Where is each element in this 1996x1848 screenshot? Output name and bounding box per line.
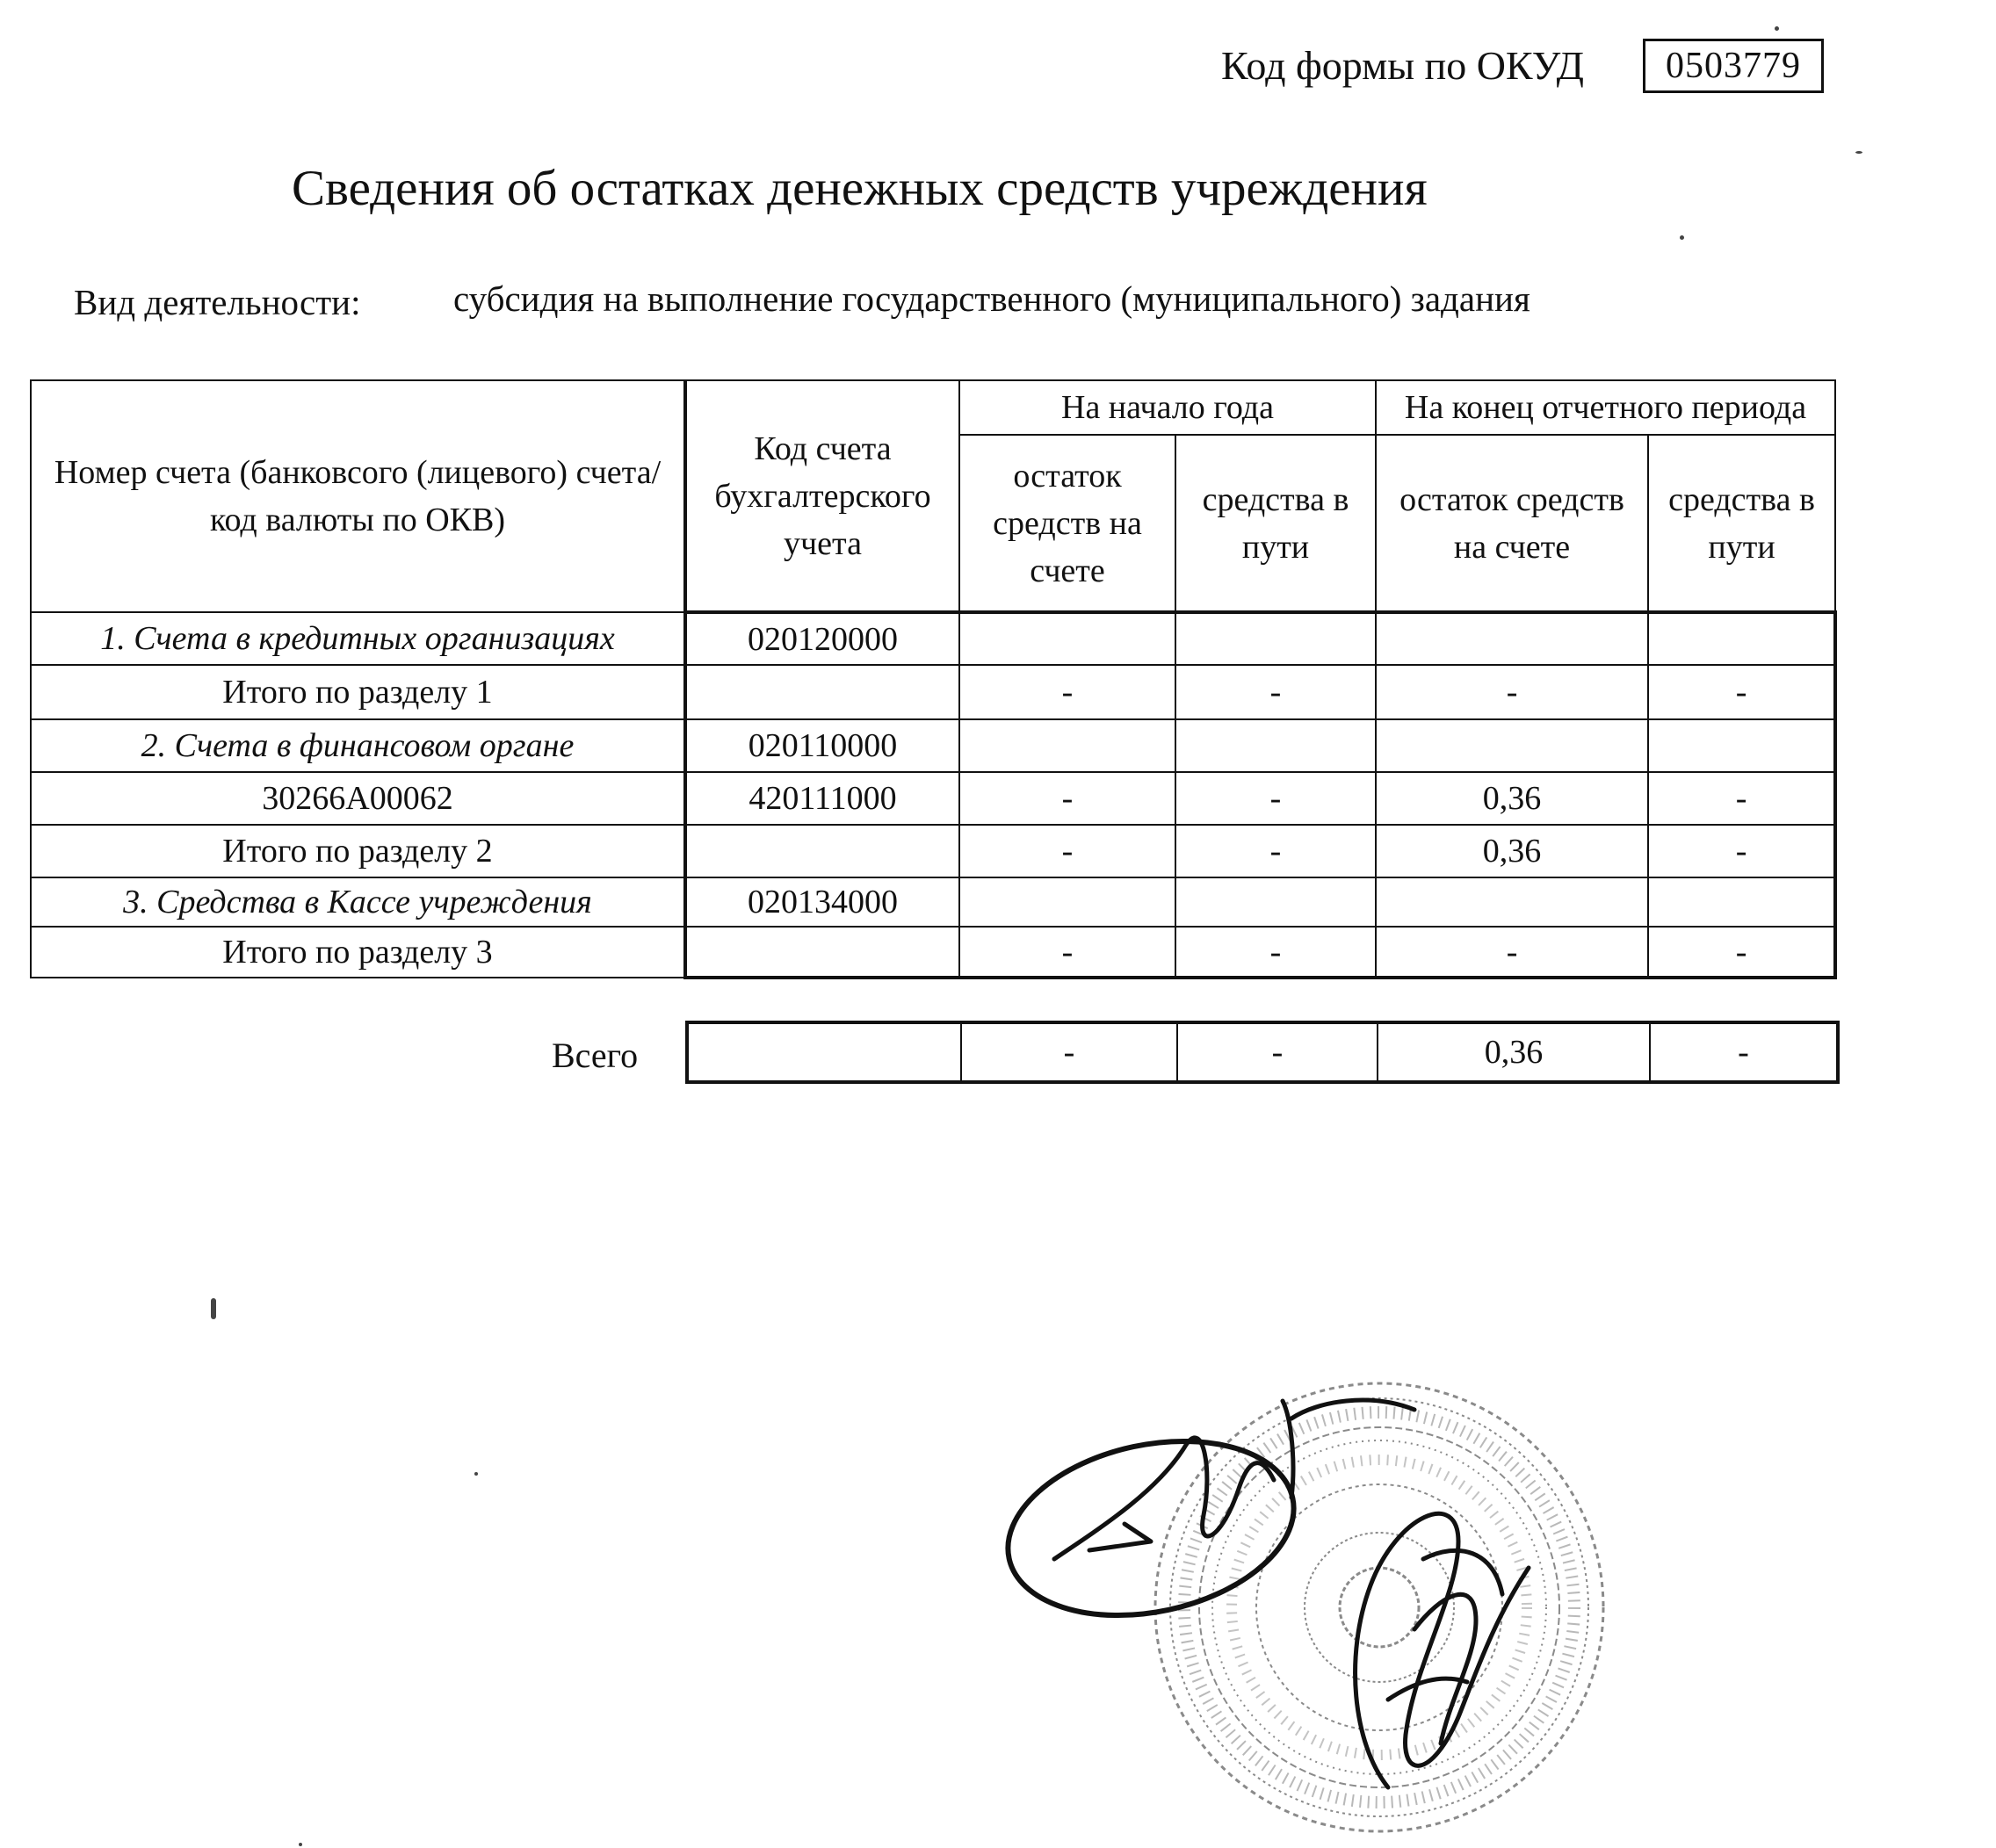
- total-start-balance: -: [961, 1022, 1177, 1082]
- table-row: [31, 665, 1835, 719]
- row-code: [685, 825, 959, 877]
- scan-speck: [211, 1298, 216, 1319]
- row-start-balance: -: [959, 772, 1175, 825]
- row-end-transit: -: [1648, 825, 1835, 877]
- activity-value: субсидия на выполнение государственного (муниципального) задания: [453, 278, 1530, 319]
- row-start-balance: -: [959, 665, 1175, 719]
- row-start-balance: -: [959, 927, 1175, 978]
- header-start-transit: средства в пути: [1175, 435, 1376, 612]
- total-table: [685, 1021, 1840, 1084]
- balances-table: [30, 379, 1837, 979]
- row-end-transit: -: [1648, 927, 1835, 978]
- row-name: 3. Средства в Кассе учреждения: [31, 877, 685, 927]
- row-start-transit: -: [1175, 772, 1376, 825]
- row-start-balance: [959, 719, 1175, 772]
- row-name: Итого по разделу 3: [31, 927, 685, 978]
- total-row: [687, 1022, 1838, 1082]
- total-end-transit: -: [1650, 1022, 1838, 1082]
- row-end-balance: -: [1376, 927, 1648, 978]
- row-name: 1. Счета в кредитных организациях: [31, 612, 685, 665]
- row-code: [685, 665, 959, 719]
- row-name: 2. Счета в финансовом органе: [31, 719, 685, 772]
- table-row: [31, 772, 1835, 825]
- table-row: [31, 612, 1835, 665]
- header-end-of-period: На конец отчетного периода: [1376, 380, 1835, 435]
- header-account-number: Номер счета (банковсого (лицевого) счета/код валюты по ОКВ): [31, 380, 685, 612]
- row-start-balance: [959, 877, 1175, 927]
- row-start-transit: [1175, 612, 1376, 665]
- row-start-balance: -: [959, 825, 1175, 877]
- scan-speck: [299, 1843, 302, 1846]
- row-name: 30266А00062: [31, 772, 685, 825]
- row-code: 020110000: [685, 719, 959, 772]
- scan-speck: [474, 1472, 478, 1476]
- total-end-balance: 0,36: [1378, 1022, 1650, 1082]
- okud-label: Код формы по ОКУД: [1221, 43, 1584, 88]
- row-name: Итого по разделу 1: [31, 665, 685, 719]
- total-code: [687, 1022, 961, 1082]
- header-start-of-year: На начало года: [959, 380, 1376, 435]
- row-start-transit: -: [1175, 825, 1376, 877]
- header-end-transit: средства в пути: [1648, 435, 1835, 612]
- row-name: Итого по разделу 2: [31, 825, 685, 877]
- total-start-transit: -: [1177, 1022, 1378, 1082]
- row-end-balance: 0,36: [1376, 825, 1648, 877]
- document-title: Сведения об остатках денежных средств учреждения: [292, 161, 1428, 216]
- row-end-transit: [1648, 612, 1835, 665]
- row-code: 420111000: [685, 772, 959, 825]
- row-end-transit: [1648, 719, 1835, 772]
- total-label: Всего: [552, 1036, 639, 1075]
- row-code: [685, 927, 959, 978]
- scan-speck: [1855, 151, 1862, 154]
- table-row: [31, 719, 1835, 772]
- seal-with-signature-icon: [1002, 1366, 1616, 1840]
- activity-label: Вид деятельности:: [74, 282, 361, 322]
- table-row: [31, 825, 1835, 877]
- header-end-balance: остаток средств на счете: [1376, 435, 1648, 612]
- row-code: 020134000: [685, 877, 959, 927]
- row-start-transit: [1175, 877, 1376, 927]
- row-end-transit: -: [1648, 665, 1835, 719]
- okud-code-box: 0503779: [1643, 39, 1824, 93]
- row-start-transit: -: [1175, 927, 1376, 978]
- row-start-transit: [1175, 719, 1376, 772]
- scan-speck: [1775, 26, 1779, 31]
- row-end-balance: [1376, 877, 1648, 927]
- row-end-transit: -: [1648, 772, 1835, 825]
- row-end-transit: [1648, 877, 1835, 927]
- table-row: [31, 927, 1835, 978]
- row-code: 020120000: [685, 612, 959, 665]
- row-start-transit: -: [1175, 665, 1376, 719]
- row-start-balance: [959, 612, 1175, 665]
- row-end-balance: -: [1376, 665, 1648, 719]
- scan-speck: [1680, 235, 1684, 240]
- row-end-balance: [1376, 719, 1648, 772]
- header-account-code: Код счета бухгалтерского учета: [685, 380, 959, 612]
- row-end-balance: [1376, 612, 1648, 665]
- table-row: [31, 877, 1835, 927]
- row-end-balance: 0,36: [1376, 772, 1648, 825]
- header-start-balance: остаток средств на счете: [959, 435, 1175, 612]
